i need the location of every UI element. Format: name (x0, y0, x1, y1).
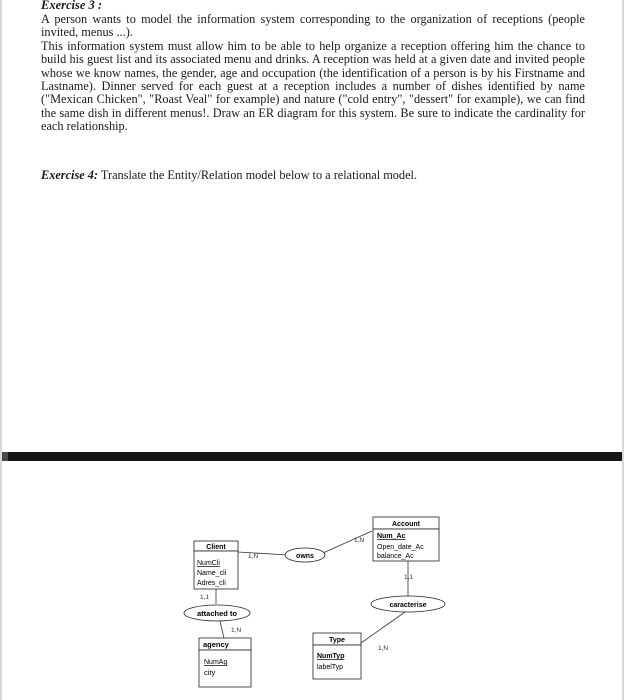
entity-type (313, 633, 361, 679)
cardinality-agency-attached: 1,N (231, 627, 242, 634)
entity-agency-key: NumAg (204, 659, 228, 666)
link-owns-account (323, 531, 372, 553)
entity-type-title: Type (329, 637, 345, 644)
entity-agency-title: agency (203, 640, 229, 649)
entity-account-key: Num_Ac (377, 533, 406, 540)
entity-client-title: Client (206, 544, 226, 551)
cardinality-account-owns: 1,N (354, 537, 365, 544)
relationship-caracterise-label: caracterise (389, 602, 427, 609)
page-divider (0, 452, 624, 461)
left-edge-shadow (0, 0, 2, 700)
entity-client-attr-adres: Adres_cli (197, 580, 226, 587)
exercise-3-paragraph-2: This information system must allow him to be able to help organize a reception offering him the chance to build his guest list and its associated menu and drinks. A reception was held at a given date and invited people whose we know names, the gender, age and occupation (the identification of a person is by his Firstname and Lastname). Dinner served for each guest at a reception includes a number of dishes identified by name ("Mexican Chicken", "Roast Veal" for example) and nature ("cold entry", "dessert" for example), we can find the same dish in different menus!. Draw an ER diagram for this system. Be sure to indicate the cardinality for each relationship. (41, 38, 585, 134)
relationship-attached-to-label: attached to (196, 609, 238, 618)
relationship-attached-to (184, 605, 250, 621)
entity-account-attr-balance: balance_Ac (377, 553, 414, 560)
er-diagram (0, 461, 624, 700)
relationship-owns-label: owns (296, 553, 314, 560)
exercise-3-paragraph-1: A person wants to model the information system corresponding to the organization of receptions (people invited, menus ...). (41, 12, 585, 40)
exercise-3-heading: Exercise 3 : (41, 0, 103, 12)
link-attached-agency (220, 621, 224, 638)
cardinality-account-caracterise: 1,1 (404, 574, 414, 581)
cardinality-client-attached: 1,1 (200, 594, 210, 601)
exercise-4-heading: Exercise 4: (41, 168, 99, 182)
entity-account-title: Account (392, 521, 420, 528)
entity-account-attr-open-date: Open_date_Ac (377, 544, 424, 551)
entity-client (194, 541, 238, 589)
link-client-owns (238, 552, 288, 555)
entity-client-attr-name: Name_cli (197, 570, 227, 577)
entity-agency (199, 638, 251, 687)
entity-agency-attr-city: city (204, 668, 216, 677)
entity-type-attr-label: labelTyp (317, 664, 344, 671)
cardinality-type-caracterise: 1,N (378, 645, 389, 652)
relationship-owns (285, 548, 325, 562)
entity-type-key: NumTyp (317, 653, 345, 660)
cardinality-client-owns: 1,N (248, 553, 259, 560)
exercise-3-body (41, 13, 585, 134)
entity-client-key: NumCli (197, 560, 220, 567)
exercise-4-text: Translate the Entity/Relation model below to a relational model. (100, 168, 418, 182)
entity-account (373, 517, 439, 561)
er-diagram-area (0, 461, 624, 700)
exercise-4-line (41, 168, 417, 182)
link-caracterise-type (361, 612, 405, 643)
relationship-caracterise (371, 596, 445, 612)
